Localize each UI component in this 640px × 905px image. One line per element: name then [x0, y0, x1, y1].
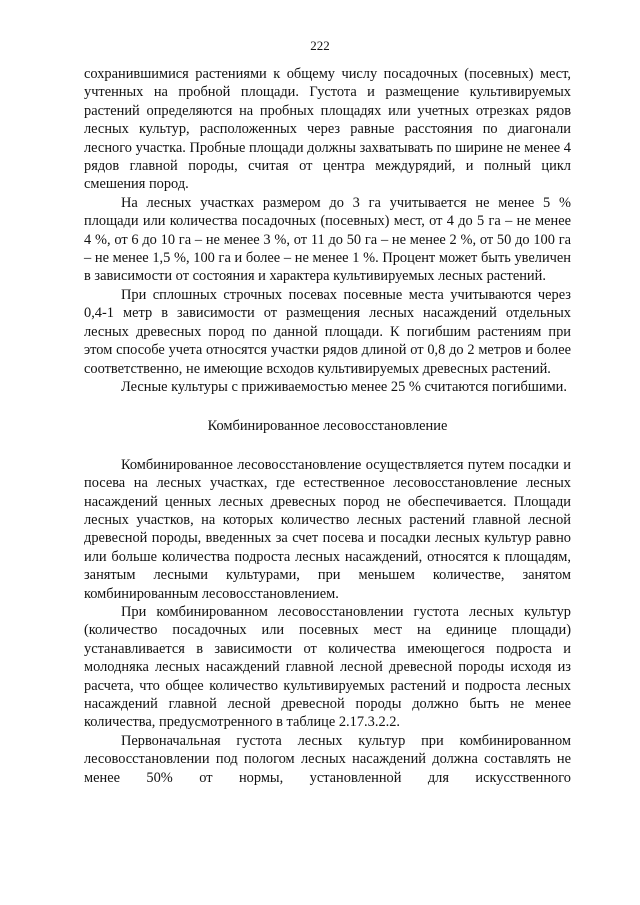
paragraph: сохранившимися растениями к общему числу посадочных (посевных) мест, учтенных на пробной площади. Густота и размещение культивируемых растений определяются на пробных площадях или учетных отрезках рядов лесных культур, расположенных через равные расстояния по диагонали лесного участка. Пробные площади должны захватывать по ширине не менее 4 рядов главной породы, считая от центра междурядий, и полный цикл смешения пород.: [84, 66, 571, 193]
section-heading: Комбинированное лесовосстановление: [207, 418, 448, 435]
paragraph: При сплошных строчных посевах посевные места учитываются через 0,4-1 метр в зависимости от размещения лесных насаждений отдельных лесных древесных пород по данной площади. К погибшим растениям при этом способе учета относятся участки рядов длиной от 0,8 до 2 метров и более соответственно, не имеющие всходов культивируемых древесных растений.: [84, 286, 571, 377]
paragraph: Первоначальная густота лесных культур при комбинированном лесовосстановлении под пологом лесных насаждений должна составлять не менее 50% от нормы, установленной для искусственного: [84, 732, 571, 786]
paragraph: На лесных участках размером до 3 га учитывается не менее 5 % площади или количества посадочных (посевных) мест, от 4 до 5 га – не менее 4 %, от 6 до 10 га – не менее 3 %, от 11 до 50 га – не менее 2 %, от 50 до 100 га – не менее 1,5 %, 100 га и более – не менее 1 %. Процент может быть увеличен в зависимости от состояния и характера культивируемых лесных растений.: [84, 194, 571, 285]
page-number: 222: [310, 38, 330, 53]
paragraph: Комбинированное лесовосстановление осуществляется путем посадки и посева на лесных участках, где естественное лесовосстановление лесных насаждений ценных лесных древесных пород не обеспечивается. Площади лесных участков, на которых количество лесных растений главной лесной древесной породы, введенных за счет посева и посадки лесных культур равно или больше количества подроста лесных насаждений, относятся к площадям, занятым лесными культурами, при меньшем количестве, занятом комбинированным лесовосстановлением.: [84, 456, 571, 602]
paragraph: При комбинированном лесовосстановлении густота лесных культур (количество посадочных или посевных мест на единице площади) устанавливается в зависимости от количества имеющегося подроста и молодняка лесных насаждений главной лесной древесной породы исходя из расчета, что общее количество культивируемых растений и подроста лесных насаждений главной лесной древесной породы должно быть не менее количества, предусмотренного в таблице 2.17.3.2.2.: [84, 603, 571, 731]
paragraph: Лесные культуры с приживаемостью менее 25 % считаются погибшими.: [121, 378, 567, 395]
document-body: [84, 65, 571, 787]
